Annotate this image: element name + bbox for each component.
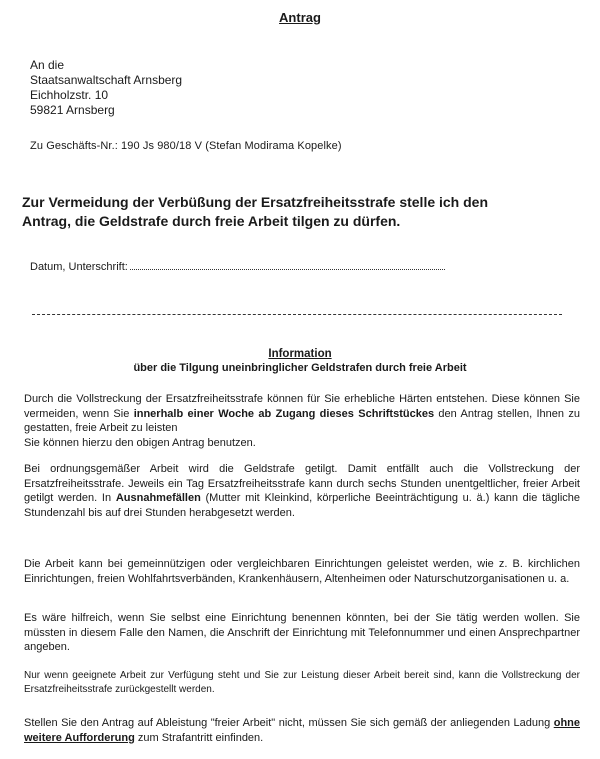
document-title: Antrag (279, 10, 321, 25)
info-paragraph: Nur wenn geeignete Arbeit zur Verfügung steht und Sie zur Leistung dieser Arbeit bereit sind, kann die Vollstreckung der Ersatzfreiheitsstrafe zurückgestellt werden. (24, 670, 580, 695)
paragraph-text: (Mutter mit Kleinkind, körperliche Beeinträchtigung u. ä.) kann die tägliche Stundenzahl bis auf drei Stunden herabgesetzt werden. (24, 492, 580, 519)
cut-line (32, 314, 562, 315)
info-paragraph: Es wäre hilfreich, wenn Sie selbst eine Einrichtung benennen könnten, bei der Sie tätig werden wollen. Sie müssten in diesem Falle den Namen, die Anschrift der Einrichtung mit Telefonnummer und einen Ansprechpartner angeben. (24, 612, 580, 654)
headline-line: Zur Vermeidung der Verbüßung der Ersatzfreiheitsstrafe stelle ich den (22, 194, 489, 210)
signature-field (30, 260, 445, 273)
emphasis-text: Ausnahmefällen (115, 492, 201, 505)
case-reference: Zu Geschäfts-Nr.: 190 Js 980/18 V (Stefan Modirama Kopelke) (30, 140, 342, 152)
info-paragraph: Die Arbeit kann bei gemeinnützigen oder vergleichbaren Einrichtungen geleistet werden, wie z. B. kirchlichen Einrichtungen, freien Wohlfahrtsverbänden, Krankenhäusern, Altenheimen oder Naturschutzorganisationen u. a. (24, 558, 580, 585)
address-line: An die (30, 58, 65, 72)
address-line: Staatsanwaltschaft Arnsberg (30, 73, 183, 87)
emphasis-text: innerhalb einer Woche ab Zugang dieses Schriftstückes (133, 407, 435, 420)
info-paragraph (24, 462, 580, 520)
recipient-address (30, 58, 182, 118)
info-paragraph (24, 716, 580, 745)
paragraph-text: Sie können hierzu den obigen Antrag benutzen. (24, 436, 256, 449)
paragraph-text: Bei ordnungsgemäßer Arbeit wird die Geldstrafe getilgt. Damit entfällt auch die Vollstreckung der Ersatzfreiheitsstrafe. Jeweils ein Tag Ersatzfreiheitsstrafe kann durch sechs Stunden unentgeltlicher, freier Arbeit getilgt werden. In (24, 463, 580, 505)
paragraph-text: Stellen Sie den Antrag auf Ableistung "freier Arbeit" nicht, müssen Sie sich gemäß der anliegenden Ladung (24, 717, 554, 729)
paragraph-text: Durch die Vollstreckung der Ersatzfreiheitsstrafe können für Sie erhebliche Härten entstehen. Diese können Sie vermeiden, wenn Sie (24, 393, 580, 420)
info-title: Information (268, 348, 332, 360)
emphasis-text: ohne weitere Aufforderung (24, 717, 580, 744)
headline-line: Antrag, die Geldstrafe durch freie Arbeit tilgen zu dürfen. (22, 213, 401, 229)
paragraph-text: zum Strafantritt einfinden. (134, 731, 264, 744)
request-headline (22, 193, 488, 231)
signature-line (130, 260, 445, 270)
address-line: Eichholzstr. 10 (30, 88, 109, 102)
paragraph-text: den Antrag stellen, Ihnen zu gestatten, freie Arbeit zu leisten (24, 407, 581, 435)
info-subtitle: über die Tilgung uneinbringlicher Geldstrafen durch freie Arbeit (133, 362, 467, 374)
info-paragraph (24, 392, 580, 450)
address-line: 59821 Arnsberg (30, 103, 115, 117)
signature-label: Datum, Unterschrift: (30, 261, 128, 273)
